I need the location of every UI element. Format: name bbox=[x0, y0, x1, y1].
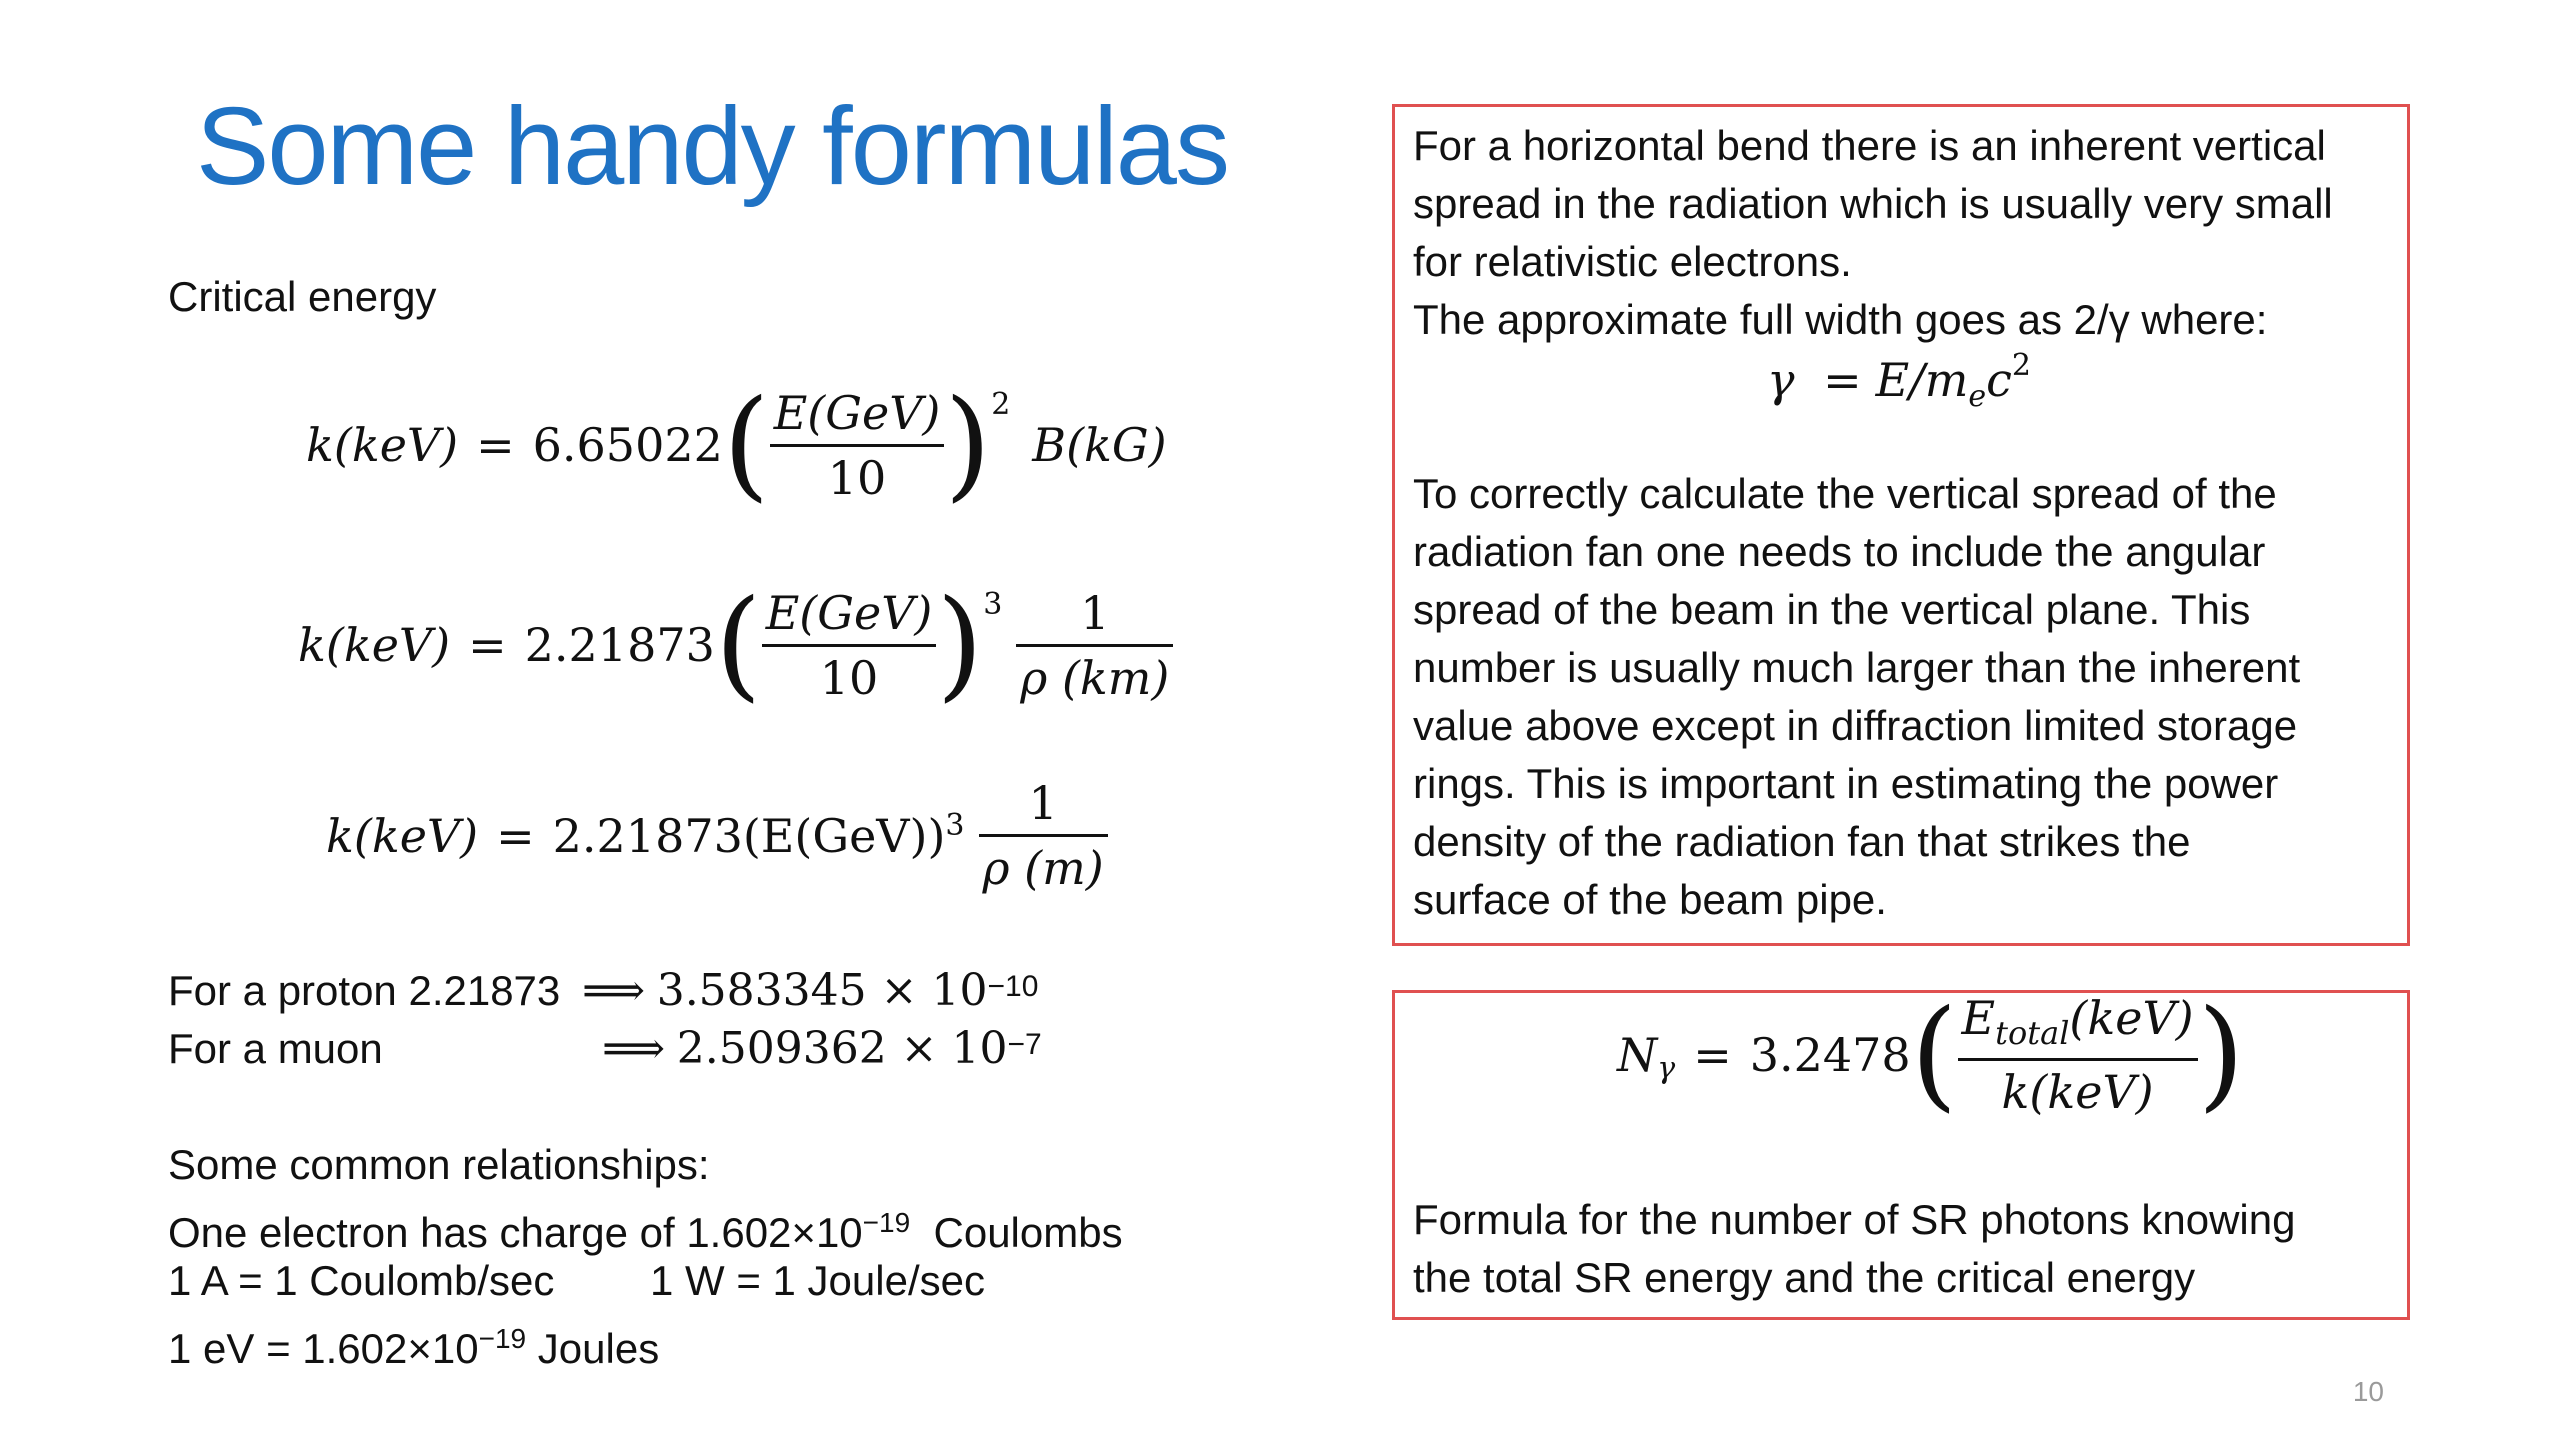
formula2-fraction bbox=[762, 585, 937, 705]
formula2-coef: 2.21873 bbox=[524, 618, 715, 672]
relationship-electron-volt bbox=[168, 1310, 659, 1378]
ev-text: 1 eV = 1.602×10 bbox=[168, 1325, 479, 1372]
box1-intro-text bbox=[1413, 117, 2333, 349]
proton-value: 3.583345 × 10 bbox=[656, 965, 988, 1016]
photon-lhs: N bbox=[1617, 1028, 1658, 1082]
slide-title: Some handy formulas bbox=[196, 85, 1228, 208]
photon-caption-line: Formula for the number of SR photons knowing bbox=[1413, 1196, 2296, 1243]
formula1-left-paren: ( bbox=[722, 375, 770, 514]
box1-para-line: radiation fan one needs to include the angular bbox=[1413, 528, 2266, 575]
box1-line: for relativistic electrons. bbox=[1413, 238, 1852, 285]
formula-critical-energy-1 bbox=[306, 375, 1167, 514]
formula-critical-energy-3 bbox=[326, 776, 1108, 895]
photon-caption-line: the total SR energy and the critical energy bbox=[1413, 1254, 2196, 1301]
muon-arrow: ⟹ bbox=[602, 1023, 666, 1074]
formula2-left-paren: ( bbox=[714, 575, 762, 714]
photon-eq: = bbox=[1693, 1028, 1732, 1082]
photon-coef: 3.2478 bbox=[1749, 1028, 1911, 1082]
gamma-sub: e bbox=[1968, 379, 1987, 415]
relationship-ampere: 1 A = 1 Coulomb/sec bbox=[168, 1257, 555, 1304]
photon-fraction bbox=[1958, 991, 2198, 1119]
electron-charge-unit: Coulombs bbox=[910, 1209, 1123, 1256]
proton-arrow: ⟹ bbox=[581, 965, 646, 1016]
proton-line bbox=[168, 962, 1038, 1020]
photon-left-paren: ( bbox=[1910, 985, 1958, 1124]
box1-para-line: To correctly calculate the vertical spread of the bbox=[1413, 470, 2277, 517]
muon-exp: −7 bbox=[1007, 1028, 1042, 1061]
box1-para-line: surface of the beam pipe. bbox=[1413, 876, 1887, 923]
formula1-num: E(GeV) bbox=[770, 390, 945, 447]
electron-charge-exp: −19 bbox=[862, 1207, 911, 1238]
page-number: 10 bbox=[2352, 1376, 2384, 1407]
ev-unit: Joules bbox=[526, 1325, 660, 1372]
photon-num-e: E bbox=[1961, 991, 1996, 1046]
formula1-fraction bbox=[770, 385, 945, 505]
photon-right-paren: ) bbox=[2197, 985, 2245, 1124]
muon-label: For a muon bbox=[168, 1025, 383, 1072]
formula3-eq: = bbox=[496, 808, 535, 863]
formula2-den: 10 bbox=[819, 650, 879, 705]
photon-num-sub: total bbox=[1995, 1014, 2070, 1053]
formula1-exp: 2 bbox=[991, 387, 1011, 422]
formula3-expr: 2.21873(E(GeV)) bbox=[552, 808, 946, 863]
formula2-rho-fraction bbox=[1016, 585, 1173, 705]
formula1-lhs: k(keV) bbox=[306, 418, 459, 472]
formula2-lhs: k(keV) bbox=[298, 618, 451, 672]
formula2-right-paren: ) bbox=[936, 575, 984, 714]
formula1-coef: 6.65022 bbox=[532, 418, 723, 472]
box1-line: spread in the radiation which is usually very small bbox=[1413, 180, 2333, 227]
photon-den: k(keV) bbox=[2001, 1064, 2154, 1119]
critical-energy-label: Critical energy bbox=[168, 273, 437, 320]
formula1-den: 10 bbox=[827, 450, 887, 505]
box1-para-line: density of the radiation fan that strikes the bbox=[1413, 818, 2191, 865]
gamma-c: c bbox=[1986, 353, 2012, 407]
formula2-exp: 3 bbox=[983, 587, 1003, 622]
formula3-lhs: k(keV) bbox=[326, 808, 479, 863]
photon-number-formula bbox=[1617, 985, 2245, 1124]
formula2-eq: = bbox=[468, 618, 507, 672]
photon-caption bbox=[1413, 1191, 2295, 1307]
box1-para-line: spread of the beam in the vertical plane. This bbox=[1413, 586, 2251, 633]
formula3-rho-fraction bbox=[979, 776, 1108, 895]
gamma-lhs: γ bbox=[1767, 353, 1795, 407]
photon-num-tail: (keV) bbox=[2069, 991, 2194, 1046]
gamma-exp: 2 bbox=[2011, 348, 2031, 383]
gamma-rhs: E/m bbox=[1875, 353, 1969, 407]
formula-critical-energy-2 bbox=[298, 575, 1173, 714]
formula1-eq: = bbox=[476, 418, 515, 472]
formula2-num: E(GeV) bbox=[762, 590, 937, 647]
muon-line bbox=[168, 1020, 383, 1078]
proton-exp: −10 bbox=[987, 970, 1039, 1003]
box1-detail-text bbox=[1413, 465, 2300, 929]
vertical-spread-box bbox=[1392, 104, 2410, 946]
electron-charge-text: One electron has charge of 1.602×10 bbox=[168, 1209, 863, 1256]
formula2-frac-num: 1 bbox=[1016, 590, 1173, 647]
box1-line: For a horizontal bend there is an inherent vertical bbox=[1413, 122, 2326, 169]
formula3-exp: 3 bbox=[945, 807, 965, 843]
photon-lhs-sub: γ bbox=[1657, 1051, 1676, 1086]
box1-para-line: value above except in diffraction limited storage bbox=[1413, 702, 2298, 749]
photon-number-box bbox=[1392, 985, 2410, 1320]
photon-num bbox=[1958, 991, 2198, 1060]
formula3-frac-den: ρ (m) bbox=[982, 841, 1104, 895]
formula1-tail: B(kG) bbox=[1032, 418, 1167, 472]
formula1-right-paren: ) bbox=[944, 375, 992, 514]
box1-para-line: number is usually much larger than the inherent bbox=[1413, 644, 2301, 691]
formula3-frac-num: 1 bbox=[979, 780, 1108, 837]
muon-value-line bbox=[602, 1020, 1042, 1078]
box1-line: The approximate full width goes as 2/γ where: bbox=[1413, 296, 2268, 343]
formula2-frac-den: ρ (km) bbox=[1020, 650, 1170, 705]
ev-exp: −19 bbox=[478, 1323, 527, 1354]
gamma-eq: = bbox=[1823, 353, 1862, 407]
box1-para-line: rings. This is important in estimating the power bbox=[1413, 760, 2279, 807]
muon-value: 2.509362 × 10 bbox=[676, 1023, 1008, 1074]
relationship-watt: 1 W = 1 Joule/sec bbox=[650, 1257, 985, 1304]
relationships-heading: Some common relationships: bbox=[168, 1141, 710, 1188]
proton-label: For a proton 2.21873 bbox=[168, 967, 561, 1014]
gamma-formula bbox=[1767, 348, 2031, 415]
